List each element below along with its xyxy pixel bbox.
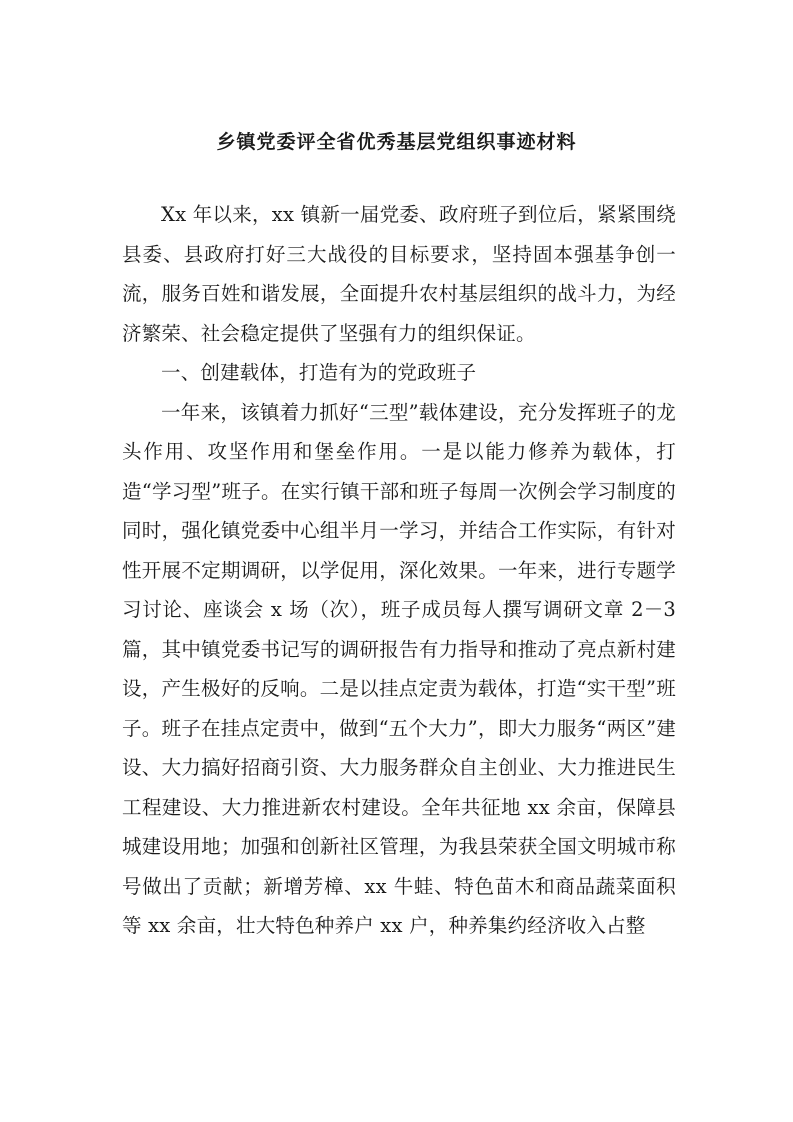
paragraph-intro: Xx 年以来，xx 镇新一届党委、政府班子到位后，紧紧围绕县委、县政府打好三大战役的目标要求，坚持固本强基争创一流，服务百姓和谐发展，全面提升农村基层组织的战斗力，为经济繁荣、社会稳定提供了坚强有力的组织保证。: [122, 203, 676, 345]
paragraph-section-1: 一年来，该镇着力抓好“三型”载体建设，充分发挥班子的龙头作用、攻坚作用和堡垒作用。一是以能力修养为载体，打造“学习型”班子。在实行镇干部和班子每周一次例会学习制度的同时，强化镇党委中心组半月一学习，并结合工作实际，有针对性开展不定期调研，以学促用，深化效果。一年来，进行专题学习讨论、座谈会 x 场（次），班子成员每人撰写调研文章 2－3 篇，其中镇党委书记写的调研报告有力指导和推动了亮点新村建设，产生极好的反响。二是以挂点定责为载体，打造“实干型”班子。班子在挂点定责中，做到“五个大力”，即大力服务“两区”建设、大力搞好招商引资、大力服务群众自主创业、大力推进民生工程建设、大力推进新农村建设。全年共征地 xx 余亩，保障县城建设用地；加强和创新社区管理，为我县荣获全国文明城市称号做出了贡献；新增芳樟、xx 牛蛙、特色苗木和商品蔬菜面积等 xx 余亩，壮大特色种养户 xx 户，种养集约经济收入占整: [122, 400, 676, 937]
document-title: 乡镇党委评全省优秀基层党组织事迹材料: [216, 131, 577, 153]
document-body: [122, 195, 676, 946]
section-heading: 一、创建载体，打造有为的党政班子: [161, 361, 477, 384]
